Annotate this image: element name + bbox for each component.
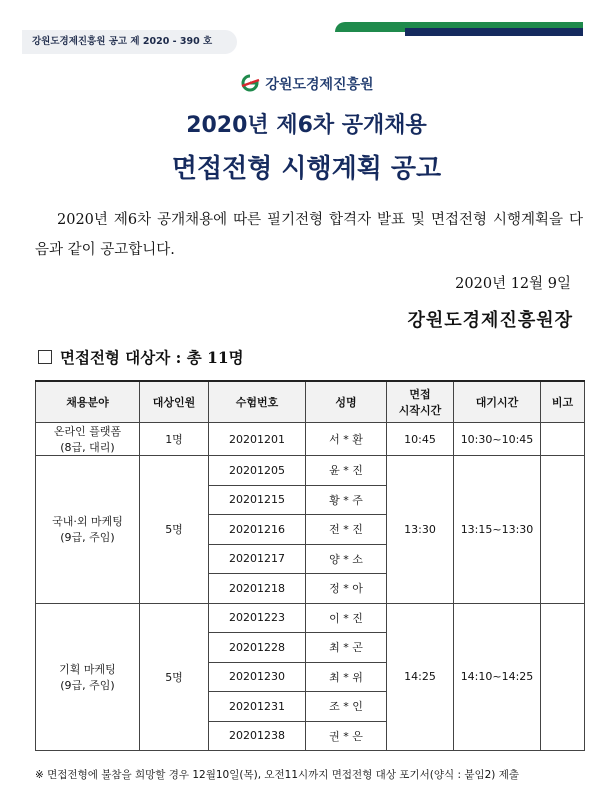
table-row bbox=[36, 423, 585, 456]
table-header-row bbox=[36, 381, 585, 423]
exam-number-cell: 20201231 bbox=[209, 692, 306, 722]
name-cell: 정 * 아 bbox=[306, 574, 387, 604]
table-header-cell: 대기시간 bbox=[454, 381, 541, 423]
field-cell: 기획 마케팅 (9급, 주임) bbox=[36, 603, 140, 751]
table-header-cell: 성명 bbox=[306, 381, 387, 423]
count-cell: 5명 bbox=[140, 456, 209, 604]
exam-number-cell: 20201218 bbox=[209, 574, 306, 604]
name-cell: 황 * 주 bbox=[306, 485, 387, 515]
note-cell bbox=[541, 603, 585, 751]
count-cell: 5명 bbox=[140, 603, 209, 751]
name-cell: 양 * 소 bbox=[306, 544, 387, 574]
table-header-cell: 면접 시작시간 bbox=[387, 381, 454, 423]
interview-schedule-table bbox=[35, 380, 585, 751]
org-logo bbox=[0, 74, 613, 96]
start-time-cell: 10:45 bbox=[387, 423, 454, 456]
note-cell bbox=[541, 423, 585, 456]
table-header-cell: 채용분야 bbox=[36, 381, 140, 423]
name-cell: 조 * 인 bbox=[306, 692, 387, 722]
name-cell: 최 * 곤 bbox=[306, 633, 387, 663]
start-time-cell: 14:25 bbox=[387, 603, 454, 751]
page-title-line2: 면접전형 시행계획 공고 bbox=[171, 154, 442, 184]
name-cell: 서 * 환 bbox=[306, 423, 387, 456]
table-row bbox=[36, 603, 585, 633]
section-heading bbox=[38, 346, 244, 368]
checkbox-square-icon bbox=[38, 350, 52, 364]
exam-number-cell: 20201217 bbox=[209, 544, 306, 574]
field-cell: 국내·외 마케팅 (9급, 주임) bbox=[36, 456, 140, 604]
field-cell: 온라인 플랫폼 (8급, 대리) bbox=[36, 423, 140, 456]
name-cell: 권 * 은 bbox=[306, 721, 387, 751]
page-title-line1: 2020년 제6차 공개채용 bbox=[186, 113, 427, 138]
wait-time-cell: 10:30~10:45 bbox=[454, 423, 541, 456]
org-logo-icon bbox=[239, 74, 261, 96]
announcement-paragraph: 2020년 제6차 공개채용에 따른 필기전형 합격자 발표 및 면접전형 시행계획을 다음과 같이 공고합니다. bbox=[35, 212, 583, 258]
section-heading-text: 면접전형 대상자 : 총 11명 bbox=[60, 348, 244, 367]
table-header-cell: 수험번호 bbox=[209, 381, 306, 423]
start-time-cell: 13:30 bbox=[387, 456, 454, 604]
table-body bbox=[36, 423, 585, 751]
notice-number-badge: 강원도경제진흥원 공고 제 2020 - 390 호 bbox=[22, 30, 237, 54]
header-stripe-navy bbox=[405, 28, 583, 36]
name-cell: 최 * 위 bbox=[306, 662, 387, 692]
exam-number-cell: 20201238 bbox=[209, 721, 306, 751]
wait-time-cell: 14:10~14:25 bbox=[454, 603, 541, 751]
exam-number-cell: 20201201 bbox=[209, 423, 306, 456]
exam-number-cell: 20201205 bbox=[209, 456, 306, 486]
table-header-cell: 대상인원 bbox=[140, 381, 209, 423]
announcement-date: 2020년 12월 9일 bbox=[455, 276, 571, 292]
exam-number-cell: 20201216 bbox=[209, 515, 306, 545]
name-cell: 전 * 진 bbox=[306, 515, 387, 545]
note-cell bbox=[541, 456, 585, 604]
exam-number-cell: 20201230 bbox=[209, 662, 306, 692]
table-header-cell: 비고 bbox=[541, 381, 585, 423]
name-cell: 이 * 진 bbox=[306, 603, 387, 633]
exam-number-cell: 20201223 bbox=[209, 603, 306, 633]
name-cell: 윤 * 진 bbox=[306, 456, 387, 486]
table-row bbox=[36, 456, 585, 486]
issuer-name: 강원도경제진흥원장 bbox=[407, 310, 573, 331]
count-cell: 1명 bbox=[140, 423, 209, 456]
wait-time-cell: 13:15~13:30 bbox=[454, 456, 541, 604]
exam-number-cell: 20201215 bbox=[209, 485, 306, 515]
org-logo-text: 강원도경제진흥원 bbox=[265, 77, 374, 93]
footnote: ※ 면접전형에 불참을 희망할 경우 12월10일(목), 오전11시까지 면접전형 대상 포기서(양식 : 붙임2) 제출 bbox=[35, 769, 520, 781]
exam-number-cell: 20201228 bbox=[209, 633, 306, 663]
